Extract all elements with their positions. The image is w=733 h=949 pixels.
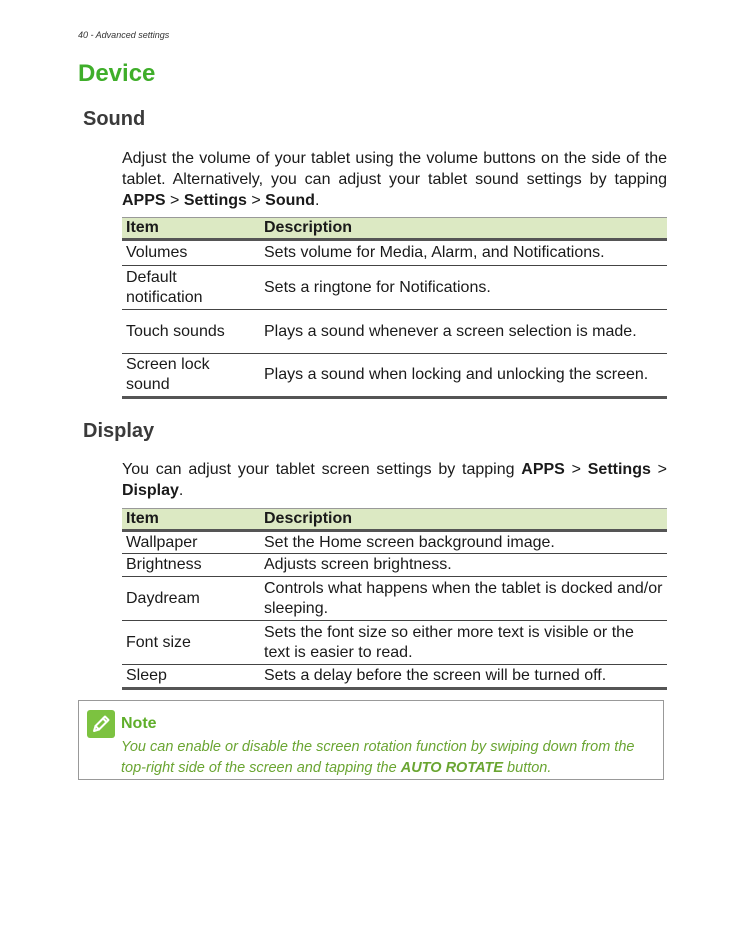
display-intro — [122, 459, 667, 501]
table-row — [122, 577, 667, 621]
path-apps: APPS — [521, 461, 565, 478]
description-cell: Plays a sound whenever a screen selection is made. — [260, 310, 667, 354]
note-text-part: You can enable or disable the screen rotation function by swiping down from the top-right side of the screen and tapping the — [121, 739, 635, 776]
display-settings-table — [122, 508, 667, 690]
description-cell: Adjusts screen brightness. — [260, 554, 667, 577]
table-row — [122, 354, 667, 398]
sound-intro — [122, 148, 667, 211]
table-row — [122, 266, 667, 310]
table-row — [122, 554, 667, 577]
path-settings: Settings — [587, 461, 651, 478]
table-row — [122, 240, 667, 266]
table-header-row — [122, 218, 667, 240]
description-cell: Sets a delay before the screen will be turned off. — [260, 665, 667, 689]
note-emphasis: AUTO ROTATE — [400, 760, 504, 776]
path-separator: > — [246, 192, 266, 209]
sound-intro-text: Adjust the volume of your tablet using the volume buttons on the side of the tablet. Alternatively, you can adjust your tablet sound settings by tapping — [122, 150, 667, 188]
description-cell: Sets the font size so either more text is visible or the text is easier to read. — [260, 621, 667, 665]
note-text — [121, 737, 661, 779]
description-cell: Plays a sound when locking and unlocking the screen. — [260, 354, 667, 398]
item-cell: Default notification — [122, 266, 260, 310]
item-cell: Daydream — [122, 577, 260, 621]
sentence-end: . — [178, 482, 184, 499]
path-apps: APPS — [122, 192, 166, 209]
description-cell: Sets volume for Media, Alarm, and Notifications. — [260, 240, 667, 266]
path-sound: Sound — [265, 192, 315, 209]
display-intro-text: You can adjust your tablet screen settings by tapping — [122, 461, 522, 478]
description-cell: Set the Home screen background image. — [260, 531, 667, 554]
item-cell: Wallpaper — [122, 531, 260, 554]
pencil-icon — [87, 710, 115, 738]
section-title-display: Display — [83, 420, 155, 442]
sound-settings-table — [122, 217, 667, 399]
running-header: 40 - Advanced settings — [78, 30, 170, 40]
item-cell: Font size — [122, 621, 260, 665]
item-cell: Brightness — [122, 554, 260, 577]
note-box — [78, 700, 664, 780]
table-row — [122, 531, 667, 554]
path-separator: > — [650, 461, 667, 478]
column-header-item: Item — [122, 218, 260, 240]
table-header-row — [122, 509, 667, 531]
section-title-sound: Sound — [83, 108, 146, 130]
column-header-description: Description — [260, 509, 667, 531]
chapter-title: Device — [78, 60, 156, 87]
note-text-part: button. — [503, 760, 552, 776]
sentence-end: . — [314, 192, 320, 209]
table-row — [122, 310, 667, 354]
item-cell: Touch sounds — [122, 310, 260, 354]
item-cell: Volumes — [122, 240, 260, 266]
description-cell: Sets a ringtone for Notifications. — [260, 266, 667, 310]
column-header-item: Item — [122, 509, 260, 531]
item-cell: Screen lock sound — [122, 354, 260, 398]
item-cell: Sleep — [122, 665, 260, 689]
note-title: Note — [121, 715, 157, 732]
path-separator: > — [564, 461, 588, 478]
path-settings: Settings — [183, 192, 247, 209]
path-display: Display — [122, 482, 179, 499]
path-separator: > — [165, 192, 184, 209]
column-header-description: Description — [260, 218, 667, 240]
description-cell: Controls what happens when the tablet is docked and/or sleeping. — [260, 577, 667, 621]
table-row — [122, 621, 667, 665]
table-row — [122, 665, 667, 689]
